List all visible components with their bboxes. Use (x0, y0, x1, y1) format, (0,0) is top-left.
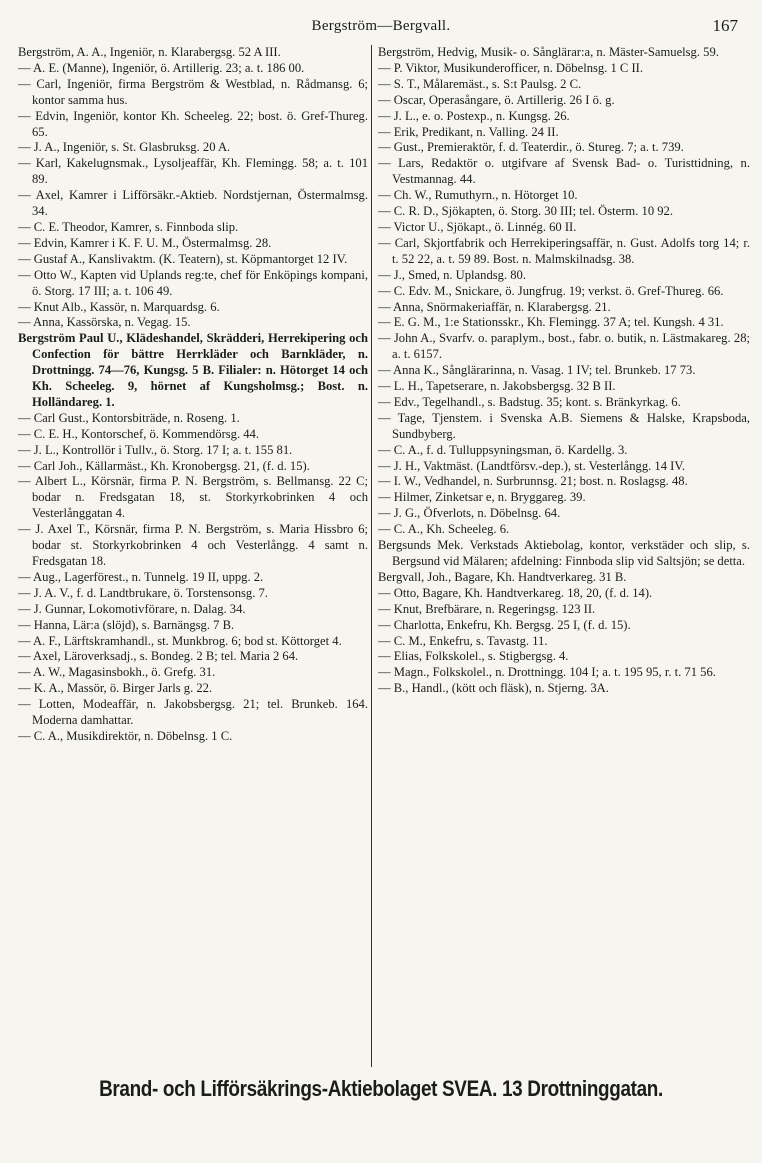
directory-entry: — Knut, Brefbärare, n. Regeringsg. 123 II. (378, 601, 596, 616)
running-title: Bergström—Bergvall. (311, 18, 451, 34)
directory-entry: — J. Axel T., Körsnär, firma P. N. Bergström, s. Maria Hissbro 6; bodar st. Storkyrkobrinken 4 och Vesterlångg. 4 samt n. Fredsgatan 18. (18, 522, 368, 568)
directory-entry: — C. M., Enkefru, s. Tavastg. 11. (378, 633, 548, 648)
directory-entry: — K. A., Massör, ö. Birger Jarls g. 22. (18, 681, 213, 696)
directory-entry: — Otto W., Kapten vid Uplands reg:te, chef för Enköpings kompani, ö. Storg. 17 III; a. t. 106 49. (18, 267, 368, 298)
directory-entry: — Lars, Redaktör o. utgifvare af Svensk Bad- o. Turisttidning, n. Vestmannag. 44. (378, 156, 750, 187)
directory-entry: — L. H., Tapetserare, n. Jakobsbergsg. 32 B II. (378, 379, 616, 394)
right-column (378, 45, 750, 1067)
directory-entry: — Elias, Folkskolel., s. Stigbergsg. 4. (378, 649, 569, 664)
directory-entry: — B., Handl., (kött och fläsk), n. Stjerng. 3A. (378, 681, 609, 696)
advertisement-banner: Brand- och Lifförsäkrings-Aktiebolaget SVEA. 13 Drottninggatan. (99, 1076, 663, 1101)
directory-entry: — A. W., Magasinsbokh., ö. Grefg. 31. (18, 665, 216, 680)
left-column (18, 45, 368, 1067)
directory-entry: — Karl, Kakelugnsmak., Lysoljeaffär, Kh. Flemingg. 58; a. t. 101 89. (18, 156, 368, 187)
page-header (0, 16, 762, 40)
directory-entry: — Carl, Ingeniör, firma Bergström & Westblad, n. Rådmansg. 6; kontor samma hus. (18, 76, 368, 107)
directory-entry: — Axel, Kamrer i Lifförsäkr.-Aktieb. Nordstjernan, Östermalmsg. 34. (18, 188, 368, 219)
directory-entry: — Carl Joh., Källarmäst., Kh. Kronobergsg. 21, (f. d. 15). (18, 458, 310, 473)
directory-entry: — Anna K., Sånglärarinna, n. Vasag. 1 IV; tel. Brunkeb. 17 73. (378, 363, 696, 378)
directory-entry: — Lotten, Modeaffär, n. Jakobsbergsg. 21; tel. Brunkeb. 164. Moderna damhattar. (18, 697, 368, 728)
directory-entry: Bergvall, Joh., Bagare, Kh. Handtverkareg. 31 B. (378, 569, 627, 584)
directory-entry: — Magn., Folkskolel., n. Drottningg. 104 I; a. t. 195 95, r. t. 71 56. (378, 665, 716, 680)
directory-entry: — Carl, Skjortfabrik och Herrekiperingsaffär, n. Gust. Adolfs torg 14; r. t. 52 22, a. t. 59 89. Bost. n. Malmskilnadsg. 38. (378, 235, 750, 266)
directory-entry: — J. L., e. o. Postexp., n. Kungsg. 26. (378, 108, 570, 123)
directory-entry: — J. Gunnar, Lokomotivförare, n. Dalag. 34. (18, 601, 246, 616)
directory-entry: — Hanna, Lär:a (slöjd), s. Barnängsg. 7 B. (18, 617, 235, 632)
directory-entry: — C. E. Theodor, Kamrer, s. Finnboda slip. (18, 219, 239, 234)
directory-entry: — Albert L., Körsnär, firma P. N. Bergström, s. Bellmansg. 22 C; bodar n. Fredsgatan 18, st. Storkyrkobrinken 4 och Vesterlånggatan 4. (18, 474, 368, 521)
directory-entry: — Tage, Tjenstem. i Svenska A.B. Siemens & Halske, Krapsboda, Sundbyberg. (378, 410, 750, 441)
directory-entry: — I. W., Vedhandel, n. Surbrunnsg. 21; bost. n. Roslagsg. 48. (378, 474, 688, 489)
directory-entry: — C. A., Musikdirektör, n. Döbelnsg. 1 C. (18, 728, 233, 743)
directory-entry: — Erik, Predikant, n. Valling. 24 II. (378, 124, 559, 139)
directory-entry: — Charlotta, Enkefru, Kh. Bergsg. 25 I, (f. d. 15). (378, 617, 631, 632)
directory-entry: — C. A., Kh. Scheeleg. 6. (378, 522, 510, 537)
directory-entry: — A. E. (Manne), Ingeniör, ö. Artillerig. 23; a. t. 186 00. (18, 60, 305, 75)
directory-entry: — C. A., f. d. Tulluppsyningsman, ö. Kardellg. 3. (378, 442, 628, 457)
directory-entry: — C. Edv. M., Snickare, ö. Jungfrug. 19; verkst. ö. Gref-Thureg. 66. (378, 283, 724, 298)
directory-entry: — Axel, Läroverksadj., s. Bondeg. 2 B; tel. Maria 2 64. (18, 649, 299, 664)
directory-entry: — Victor U., Sjökapt., ö. Linnég. 60 II. (378, 219, 577, 234)
directory-entry: — E. G. M., 1:e Stationsskr., Kh. Flemingg. 37 A; tel. Kungsh. 4 31. (378, 315, 724, 330)
directory-entry: — Carl Gust., Kontorsbiträde, n. Roseng. 1. (18, 410, 240, 425)
directory-entry: — J. A., Ingeniör, s. St. Glasbruksg. 20 A. (18, 140, 231, 155)
directory-entry: — A. F., Lärftskramhandl., st. Munkbrog. 6; bod st. Köttorget 4. (18, 633, 342, 648)
directory-entry: — Otto, Bagare, Kh. Handtverkareg. 18, 20, (f. d. 14). (378, 585, 653, 600)
directory-entry: — J. G., Öfverlots, n. Döbelnsg. 64. (378, 506, 561, 521)
directory-entry: — J., Smed, n. Uplandsg. 80. (378, 267, 526, 282)
directory-entry: — Anna, Kassörska, n. Vegag. 15. (18, 315, 191, 330)
directory-entry: Bergsunds Mek. Verkstads Aktiebolag, kontor, verkstäder och slip, s. Bergsund vid Mälaren; afdelning: Finnboda slip vid Saltsjön; se detta. (378, 538, 750, 568)
column-divider (371, 45, 372, 1067)
directory-entry: — Aug., Lagerförest., n. Tunnelg. 19 II, uppg. 2. (18, 569, 264, 584)
directory-entry: — Oscar, Operasångare, ö. Artillerig. 26 I ö. g. (378, 92, 615, 107)
directory-entry: — P. Viktor, Musikunderofficer, n. Döbelnsg. 1 C II. (378, 60, 644, 75)
directory-entry: — Edvin, Kamrer i K. F. U. M., Östermalmsg. 28. (18, 235, 272, 250)
directory-entry: — J. H., Vaktmäst. (Landtförsv.-dep.), st. Vesterlångg. 14 IV. (378, 458, 685, 473)
directory-entry: — C. R. D., Sjökapten, ö. Storg. 30 III; tel. Österm. 10 92. (378, 204, 674, 219)
directory-entry: — J. L., Kontrollör i Tullv., ö. Storg. 17 I; a. t. 155 81. (18, 442, 293, 457)
directory-entry: Bergström Paul U., Klädeshandel, Skrädderi, Herrekipering och Confection för bättre Herrkläder och Barnkläder, n. Drottningg. 74—76, Kungsg. 5 B. Filialer: n. Hötorget 14 och Kh. Scheeleg. 9, hörnet af Kungsholmsg.; Bost. n. Holländareg. 1. (18, 331, 368, 409)
directory-entry: — S. T., Målaremäst., s. S:t Paulsg. 2 C. (378, 76, 582, 91)
directory-entry: — Edvin, Ingeniör, kontor Kh. Scheeleg. 22; bost. ö. Gref-Thureg. 65. (18, 108, 368, 139)
directory-entry: — Knut Alb., Kassör, n. Marquardsg. 6. (18, 299, 220, 314)
directory-entry: — Gustaf A., Kanslivaktm. (K. Teatern), st. Köpmantorget 12 IV. (18, 251, 348, 266)
directory-entry: — Ch. W., Rumuthyrn., n. Hötorget 10. (378, 188, 578, 203)
directory-entry: — John A., Svarfv. o. paraplym., bost., fabr. o. butik, n. Lästmakareg. 28; a. t. 6157. (378, 331, 750, 362)
directory-entry: — Edv., Tegelhandl., s. Badstug. 35; kont. s. Bränkyrkag. 6. (378, 394, 681, 409)
page-number: 167 (712, 16, 738, 35)
directory-entry: — Hilmer, Zinketsar e, n. Bryggareg. 39. (378, 490, 586, 505)
directory-entry: — Anna, Snörmakeriaffär, n. Klarabergsg. 21. (378, 299, 611, 314)
directory-columns (18, 45, 748, 1067)
directory-entry: — J. A. V., f. d. Landtbrukare, ö. Torstensonsg. 7. (18, 585, 268, 600)
directory-entry: Bergström, A. A., Ingeniör, n. Klarabergsg. 52 A III. (18, 45, 281, 59)
directory-entry: Bergström, Hedvig, Musik- o. Sånglärar:a, n. Mäster-Samuelsg. 59. (378, 45, 719, 59)
directory-entry: — Gust., Premieraktör, f. d. Teaterdir., ö. Stureg. 7; a. t. 739. (378, 140, 684, 155)
directory-entry: — C. E. H., Kontorschef, ö. Kommendörsg. 44. (18, 426, 260, 441)
